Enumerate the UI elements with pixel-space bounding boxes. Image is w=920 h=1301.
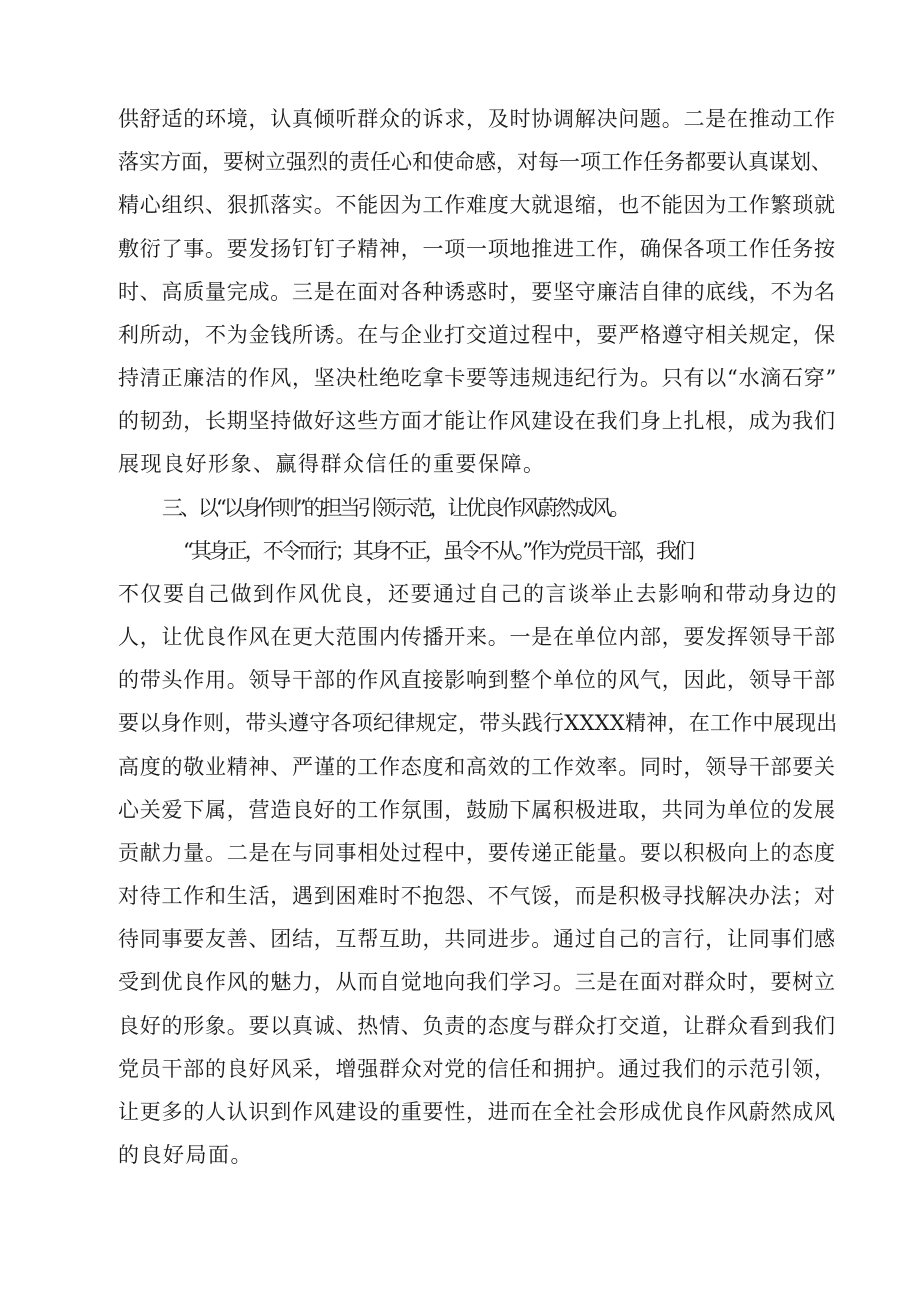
text-line: 高度的敬业精神、严谨的工作态度和高效的工作效率。同时，领导干部要关 bbox=[118, 755, 836, 779]
text-line: 的带头作用。领导干部的作风直接影响到整个单位的风气，因此，领导干部 bbox=[118, 668, 836, 692]
text-line: 时、高质量完成。三是在面对各种诱惑时，要坚守廉洁自律的底线，不为名 bbox=[118, 280, 836, 304]
text-line: 落实方面，要树立强烈的责任心和使命感，对每一项工作任务都要认真谋划、 bbox=[118, 150, 832, 174]
text-line: 贡献力量。二是在与同事相处过程中，要传递正能量。要以积极向上的态度 bbox=[118, 841, 836, 865]
text-line: 的良好局面。 bbox=[118, 1143, 253, 1167]
section-heading: 三、以“以身作则”的担当引领示范，让优良作风蔚然成风。 bbox=[162, 496, 628, 520]
text-line: 待同事要友善、团结，互帮互助，共同进步。通过自己的言行，让同事们感 bbox=[118, 927, 836, 951]
text-line: “其身正，不令而行；其身不正，虽令不从。”作为党员干部，我们 bbox=[183, 539, 692, 563]
text-line: 敷衍了事。要发扬钉钉子精神，一项一项地推进工作，确保各项工作任务按 bbox=[118, 237, 836, 261]
text-line: 对待工作和生活，遇到困难时不抱怨、不气馁，而是积极寻找解决办法；对 bbox=[118, 884, 836, 908]
text-line: 利所动，不为金钱所诱。在与企业打交道过程中，要严格遵守相关规定，保 bbox=[118, 323, 836, 347]
text-line: 持清正廉洁的作风，坚决杜绝吃拿卡要等违规违纪行为。只有以“水滴石穿” bbox=[118, 366, 837, 390]
text-line: 让更多的人认识到作风建设的重要性，进而在全社会形成优良作风蔚然成风 bbox=[118, 1100, 836, 1124]
text-line: 供舒适的环境，认真倾听群众的诉求，及时协调解决问题。二是在推动工作 bbox=[118, 107, 836, 131]
text-line: 心关爱下属，营造良好的工作氛围，鼓励下属积极进取，共同为单位的发展 bbox=[118, 798, 836, 822]
text-line: 精心组织、狠抓落实。不能因为工作难度大就退缩，也不能因为工作繁琐就 bbox=[118, 193, 836, 217]
text-line: 的韧劲，长期坚持做好这些方面才能让作风建设在我们身上扎根，成为我们 bbox=[118, 409, 836, 433]
text-line: 良好的形象。要以真诚、热情、负责的态度与群众打交道，让群众看到我们 bbox=[118, 1014, 836, 1038]
text-line: 党员干部的良好风采，增强群众对党的信任和拥护。通过我们的示范引领， bbox=[118, 1057, 836, 1081]
text-line: 要以身作则，带头遵守各项纪律规定，带头践行XXXX精神，在工作中展现出 bbox=[118, 711, 838, 735]
text-line: 人，让优良作风在更大范围内传播开来。一是在单位内部，要发挥领导干部 bbox=[118, 625, 836, 649]
text-line: 不仅要自己做到作风优良，还要通过自己的言谈举止去影响和带动身边的 bbox=[118, 582, 838, 606]
text-line: 展现良好形象、赢得群众信任的重要保障。 bbox=[118, 452, 546, 476]
text-line: 受到优良作风的魅力，从而自觉地向我们学习。三是在面对群众时，要树立 bbox=[118, 970, 836, 994]
